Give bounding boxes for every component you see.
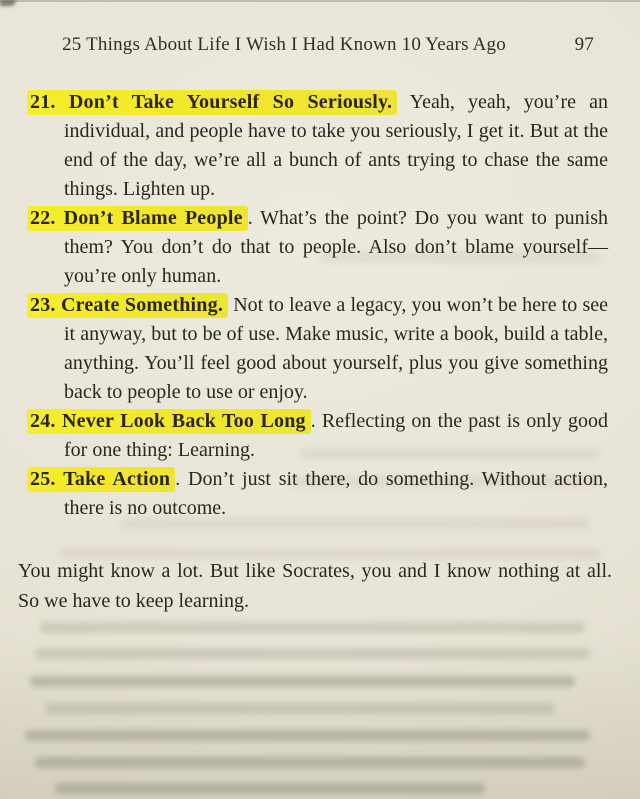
item-body-text: What’s the point? Do you want to punish them? You don’t do that to people. Also don’t blame yourself—you’re only human. [64,207,608,287]
closing-paragraph: You might know a lot. But like Socrates, you and I know nothing at all. So we have to keep learning. [18,560,612,612]
title-separator: . [175,468,181,490]
highlighted-title [27,206,248,231]
item-number-and-title: 23. Create Something. [30,294,224,316]
list-item [30,88,608,204]
bleedthrough-line [55,783,485,794]
item-body-text: Reflecting on the past is only good for one thing: Learning. [64,410,608,461]
item-number-and-title: 24. Never Look Back Too Long [30,410,306,432]
title-separator: . [247,207,253,229]
page-content [0,88,640,616]
list-item [30,204,608,291]
highlighted-title [27,409,311,434]
item-body-text: Don’t just sit there, do something. Without action, there is no outcome. [64,468,608,519]
item-body-text: Not to leave a legacy, you won’t be here to see it anyway, but to be of use. Make music, write a book, build a table, anything. You’ll feel good about yourself, plus you give something back to people to use or enjoy. [64,294,608,403]
running-head-title: 25 Things About Life I Wish I Had Known 10 Years Ago [62,34,506,55]
list-item [30,465,608,523]
item-number-and-title: 22. Don’t Blame People [30,207,243,229]
list-item [30,291,608,407]
page-number: 97 [574,34,594,55]
bleedthrough-line [40,622,585,633]
bleedthrough-line [30,676,575,687]
bleedthrough-line [35,757,585,768]
highlighted-title [27,293,228,318]
item-number-and-title: 25. Take Action [30,468,171,490]
page-header [0,0,640,58]
item-body-text: Yeah, yeah, you’re an individual, and people have to take you seriously, I get it. But at the end of the day, we’re all a bunch of ants trying to chase the same things. Lighten up. [64,91,608,200]
highlighted-title [27,467,175,492]
bleedthrough-line [25,730,590,741]
highlighted-title [27,90,397,115]
list-item [30,407,608,465]
bleedthrough-line [45,703,555,714]
item-number-and-title: 21. Don’t Take Yourself So Seriously. [30,91,393,113]
tips-list [30,88,608,523]
title-separator: . [310,410,316,432]
bleedthrough-line [35,648,590,659]
